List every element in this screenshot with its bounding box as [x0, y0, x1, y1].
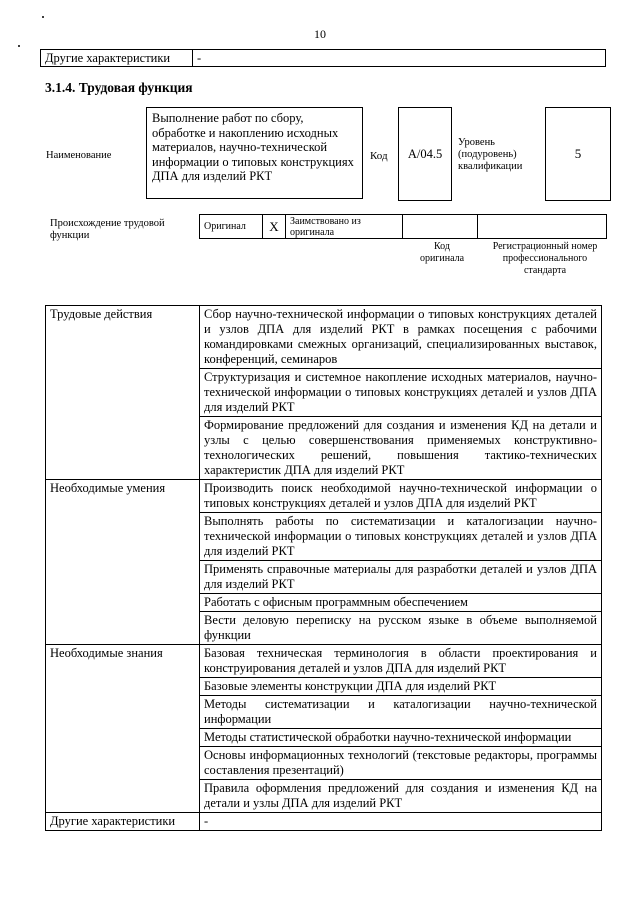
origin-reg-cell: [478, 215, 607, 239]
code-label: Код: [370, 150, 388, 162]
other-label: Другие характеристики: [46, 813, 200, 831]
other-value: -: [193, 50, 606, 67]
list-item: Базовая техническая терминология в области проектирования и конструирования деталей и узлов ДПА для изделий РКТ: [200, 645, 602, 678]
level-label: Уровень (подуровень) квалификации: [458, 137, 523, 172]
scan-mark: [18, 45, 20, 47]
list-item: Правила оформления предложений для создания и изменения КД на детали и узлы ДПА для изделий РКТ: [200, 780, 602, 813]
list-item: Формирование предложений для создания и изменения КД на детали и узлы с целью совершенствования применяемых конструктивно-технологических решений, повышения тактико-технических характеристик ДПА для изделий РКТ: [200, 417, 602, 480]
origin-label: Происхождение трудовой функции: [50, 218, 165, 241]
other-value: -: [200, 813, 602, 831]
list-item: Методы статистической обработки научно-технической информации: [200, 729, 602, 747]
table-row: [46, 645, 602, 678]
list-item: Работать с офисным программным обеспечением: [200, 594, 602, 612]
origin-table: [199, 214, 607, 239]
scan-mark: [42, 16, 44, 18]
name-value: Выполнение работ по сбору, обработке и накоплению исходных материалов, научно-технической информации о типовых конструкциях ДПА для изделий РКТ: [146, 107, 363, 199]
borrowed-label: Заимствовано из оригинала: [286, 215, 403, 239]
code-caption: Код оригинала: [419, 241, 465, 264]
original-label: Оригинал: [200, 215, 263, 239]
original-mark: X: [263, 215, 286, 239]
other-label: Другие характеристики: [41, 50, 193, 67]
section-label: Трудовые действия: [46, 306, 200, 480]
list-item: Основы информационных технологий (текстовые редакторы, программы составления презентаций): [200, 747, 602, 780]
list-item: Применять справочные материалы для разработки деталей и узлов ДПА для изделий РКТ: [200, 561, 602, 594]
list-item: Методы систематизации и каталогизации научно-технической информации: [200, 696, 602, 729]
list-item: Вести деловую переписку на русском языке в объеме выполняемой функции: [200, 612, 602, 645]
section-label: Необходимые умения: [46, 480, 200, 645]
section-label: Необходимые знания: [46, 645, 200, 813]
reg-caption: Регистрационный номер профессионального стандарта: [492, 241, 598, 276]
name-label: Наименование: [46, 150, 112, 161]
code-value: A/04.5: [398, 107, 452, 201]
list-item: Сбор научно-технической информации о типовых конструкциях деталей и узлов ДПА для изделий РКТ в рамках посещения с рабочими командировками смежных организаций, специализированных выставок, конференций, семинаров: [200, 306, 602, 369]
table-row: [46, 813, 602, 831]
list-item: Базовые элементы конструкции ДПА для изделий РКТ: [200, 678, 602, 696]
page-number: 10: [314, 27, 326, 41]
list-item: Производить поиск необходимой научно-технической информации о типовых конструкциях деталей и узлов ДПА для изделий РКТ: [200, 480, 602, 513]
table-row: [46, 480, 602, 513]
level-value: 5: [545, 107, 611, 201]
list-item: Структуризация и системное накопление исходных материалов, научно-технической информации о типовых конструкциях деталей и узлов ДПА для изделий РКТ: [200, 369, 602, 417]
section-title: 3.1.4. Трудовая функция: [45, 80, 193, 95]
function-table: [45, 305, 602, 831]
other-characteristics-top: [40, 49, 606, 67]
table-row: [46, 306, 602, 369]
list-item: Выполнять работы по систематизации и каталогизации научно-технической информации о типовых конструкциях деталей и узлов ДПА для изделий РКТ: [200, 513, 602, 561]
origin-code-cell: [403, 215, 478, 239]
